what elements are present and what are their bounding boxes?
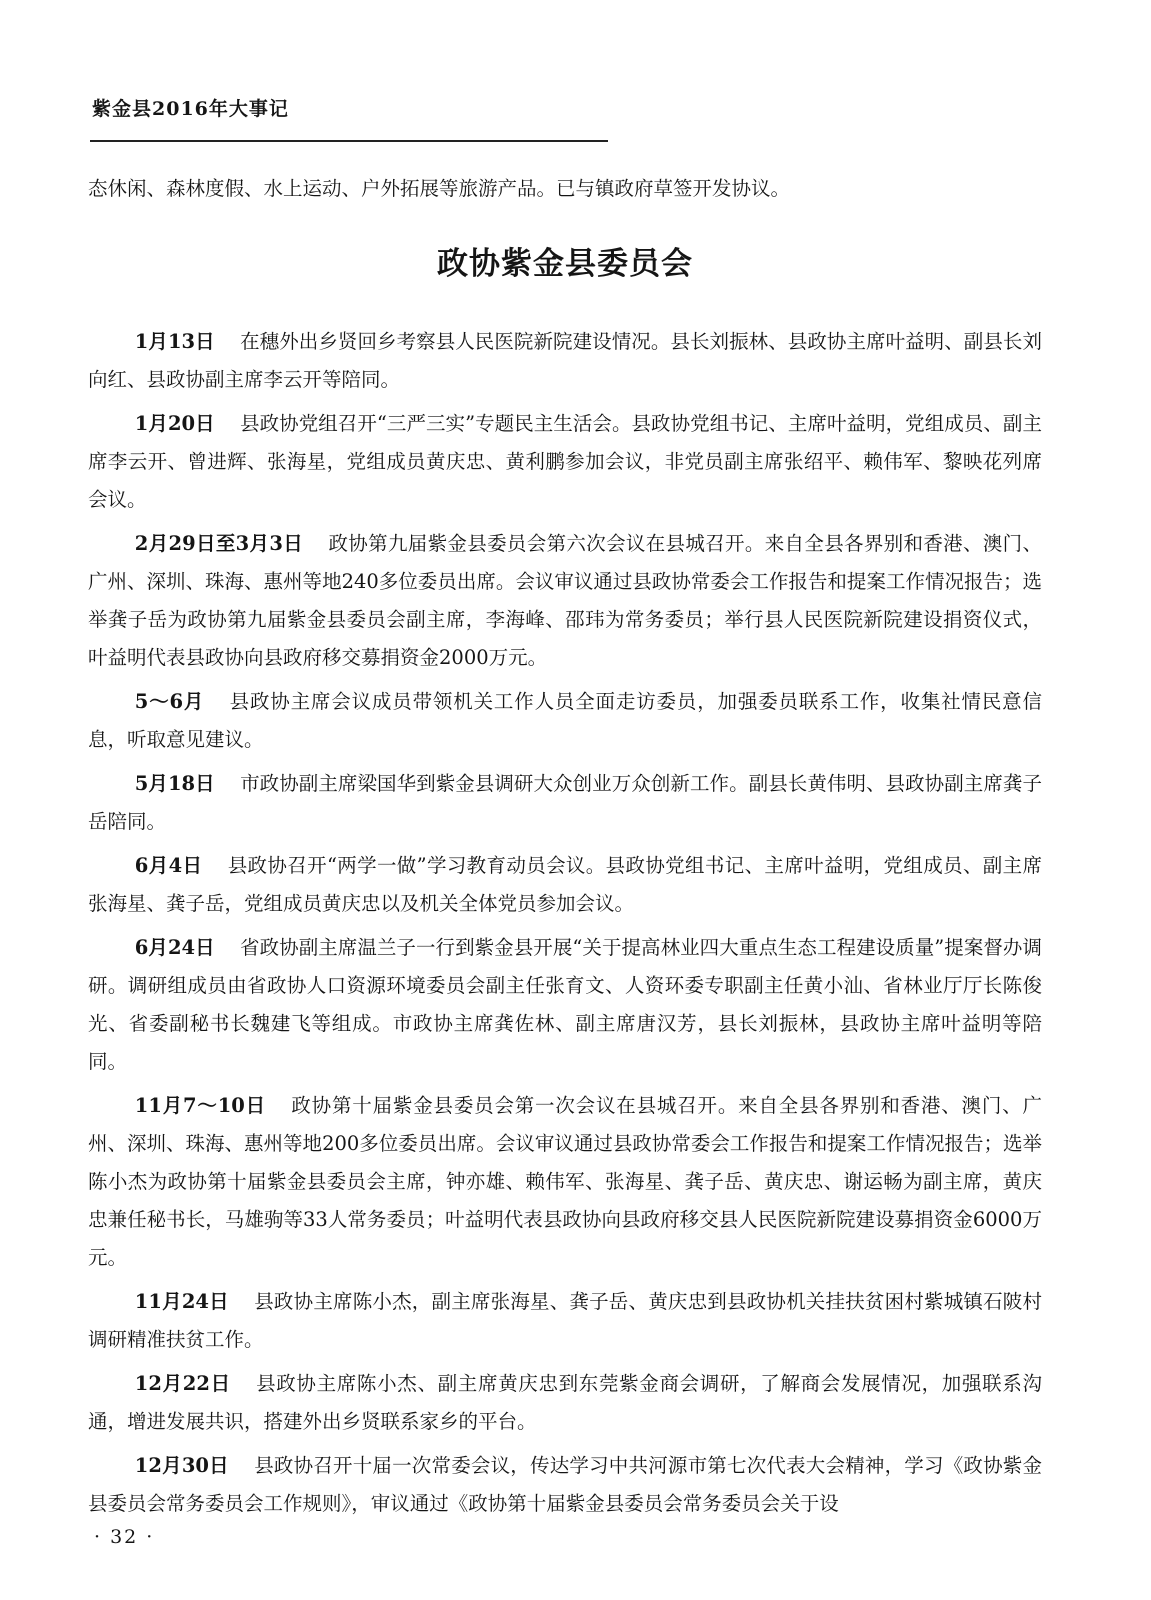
entry-text: 县政协主席陈小杰、副主席黄庆忠到东莞紫金商会调研，了解商会发展情况，加强联系沟通，增进发展共识，搭建外出乡贤联系家乡的平台。 <box>88 1372 1042 1433</box>
entry <box>88 683 1042 759</box>
entry-text: 县政协召开十届一次常委会议，传达学习中共河源市第七次代表大会精神，学习《政协紫金县委员会常务委员会工作规则》，审议通过《政协第十届紫金县委员会常务委员会关于设 <box>88 1454 1042 1515</box>
entry-date: 1月20日 <box>134 412 215 435</box>
entry <box>88 1087 1042 1277</box>
entry-text: 县政协主席陈小杰，副主席张海星、龚子岳、黄庆忠到县政协机关挂扶贫困村紫城镇石陂村调研精准扶贫工作。 <box>88 1290 1042 1351</box>
header-rule <box>90 140 608 142</box>
entry-text: 在穗外出乡贤回乡考察县人民医院新院建设情况。县长刘振林、县政协主席叶益明、副县长刘向红、县政协副主席李云开等陪同。 <box>88 330 1042 391</box>
entry-text: 政协第十届紫金县委员会第一次会议在县城召开。来自全县各界别和香港、澳门、广州、深圳、珠海、惠州等地200多位委员出席。会议审议通过县政协常委会工作报告和提案工作情况报告；选举陈小杰为政协第十届紫金县委员会主席，钟亦雄、赖伟军、张海星、龚子岳、黄庆忠、谢运畅为副主席，黄庆忠兼任秘书长，马雄驹等33人常务委员；叶益明代表县政协向县政府移交县人民医院新院建设募捐资金6000万元。 <box>88 1094 1042 1269</box>
entry <box>88 1365 1042 1441</box>
entry <box>88 323 1042 399</box>
entry <box>88 1283 1042 1359</box>
entry-date: 6月4日 <box>134 854 203 877</box>
entry-date: 1月13日 <box>134 330 215 353</box>
entry-text: 县政协主席会议成员带领机关工作人员全面走访委员，加强委员联系工作，收集社情民意信息，听取意见建议。 <box>88 690 1042 751</box>
entry-text: 政协第九届紫金县委员会第六次会议在县城召开。来自全县各界别和香港、澳门、广州、深圳、珠海、惠州等地240多位委员出席。会议审议通过县政协常委会工作报告和提案工作情况报告；选举龚子岳为政协第九届紫金县委员会副主席，李海峰、邵玮为常务委员；举行县人民医院新院建设捐资仪式，叶益明代表县政协向县政府移交募捐资金2000万元。 <box>88 532 1042 669</box>
entry <box>88 847 1042 923</box>
carryover-paragraph: 态休闲、森林度假、水上运动、户外拓展等旅游产品。已与镇政府草签开发协议。 <box>88 177 791 200</box>
entry-date: 5月18日 <box>134 772 215 795</box>
entry <box>88 525 1042 677</box>
page-number: · 32 · <box>94 1526 155 1548</box>
entry-date: 6月24日 <box>134 936 215 959</box>
running-header: 紫金县2016年大事记 <box>92 98 289 120</box>
entry <box>88 405 1042 519</box>
entry <box>88 765 1042 841</box>
entry-date: 11月24日 <box>134 1290 229 1313</box>
section-title: 政协紫金县委员会 <box>437 246 693 282</box>
entry-date: 11月7～10日 <box>134 1094 266 1117</box>
entry <box>88 1447 1042 1523</box>
entry-text: 县政协党组召开“三严三实”专题民主生活会。县政协党组书记、主席叶益明，党组成员、副主席李云开、曾进辉、张海星，党组成员黄庆忠、黄利鹏参加会议，非党员副主席张绍平、赖伟军、黎映花列席会议。 <box>88 412 1042 511</box>
entry-date: 2月29日至3月3日 <box>134 532 304 555</box>
entry-date: 12月22日 <box>134 1372 231 1395</box>
entry <box>88 929 1042 1081</box>
entry-text: 县政协召开“两学一做”学习教育动员会议。县政协党组书记、主席叶益明，党组成员、副主席张海星、龚子岳，党组成员黄庆忠以及机关全体党员参加会议。 <box>88 854 1042 915</box>
entry-text: 市政协副主席梁国华到紫金县调研大众创业万众创新工作。副县长黄伟明、县政协副主席龚子岳陪同。 <box>88 772 1042 833</box>
entry-date: 12月30日 <box>134 1454 229 1477</box>
entry-date: 5～6月 <box>134 690 205 713</box>
page-content <box>88 170 1042 1529</box>
entry-text: 省政协副主席温兰子一行到紫金县开展“关于提高林业四大重点生态工程建设质量”提案督办调研。调研组成员由省政协人口资源环境委员会副主任张育文、人资环委专职副主任黄小汕、省林业厅厅长陈俊光、省委副秘书长魏建飞等组成。市政协主席龚佐林、副主席唐汉芳，县长刘振林，县政协主席叶益明等陪同。 <box>88 936 1042 1073</box>
